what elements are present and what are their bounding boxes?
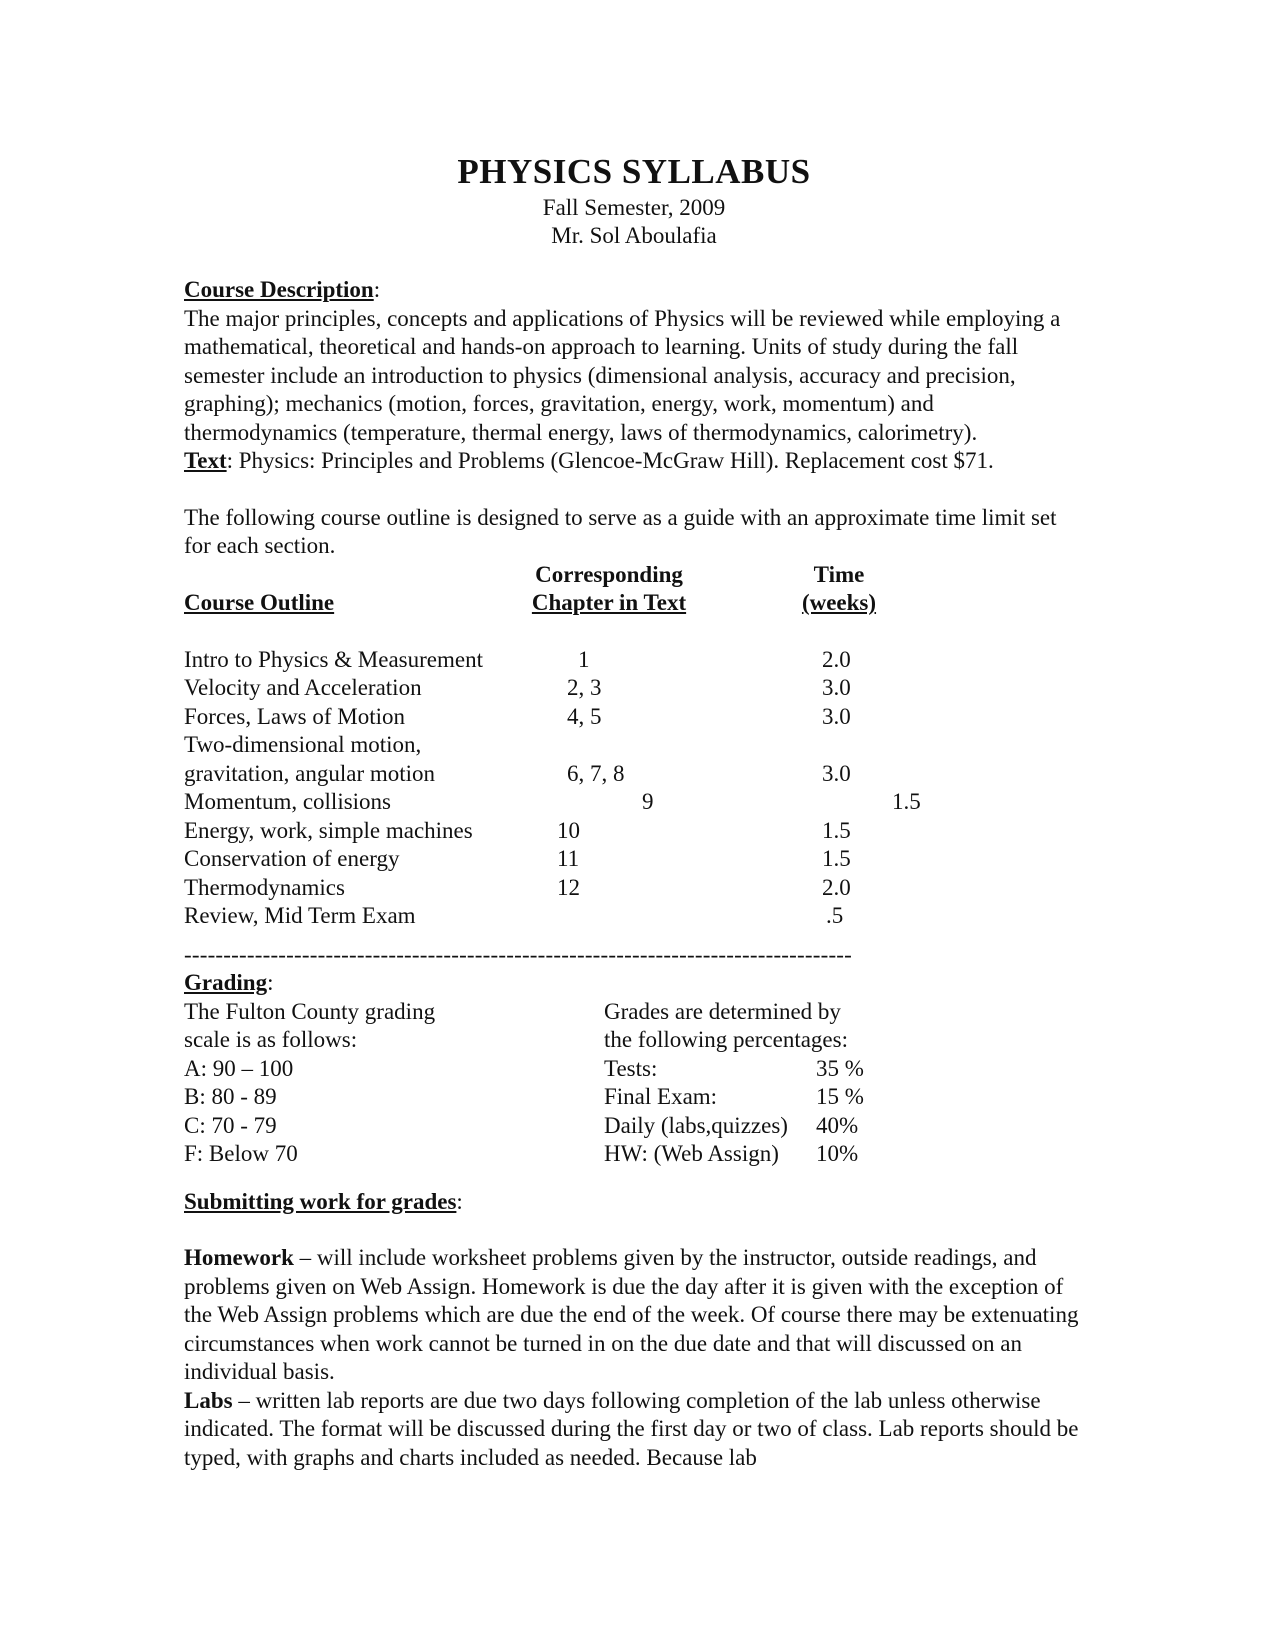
labs-paragraph bbox=[184, 1387, 1084, 1473]
outline-topic: Two-dimensional motion, bbox=[184, 732, 422, 757]
grading-scale-line: scale is as follows: bbox=[184, 1027, 358, 1052]
course-description-body: The major principles, concepts and applications of Physics will be reviewed while employing a mathematical, theoretical and hands-on approach to learning. Units of study during the fall semester include an introduction to physics (dimensional analysis, accuracy and precision, graphing); mechanics (motion, forces, gravitation, energy, work, momentum) and thermodynamics (temperature, thermal energy, laws of thermodynamics, calorimetry). bbox=[184, 305, 1061, 445]
outline-time: 1.5 bbox=[822, 846, 851, 871]
outline-topic: Forces, Laws of Motion bbox=[184, 703, 406, 729]
grading-scale-line: F: Below 70 bbox=[184, 1141, 298, 1166]
submitting-colon: : bbox=[456, 1188, 463, 1214]
outline-topic: Energy, work, simple machines bbox=[184, 817, 473, 843]
outline-chapter: 1 bbox=[578, 646, 590, 672]
outline-row bbox=[184, 674, 1084, 703]
course-description-heading: Course Description bbox=[184, 277, 374, 302]
submitting-heading: Submitting work for grades bbox=[184, 1188, 457, 1214]
text-value: : Physics: Principles and Problems (Glencoe-McGraw Hill). Replacement cost $71. bbox=[226, 448, 994, 473]
course-outline-table bbox=[184, 561, 1084, 941]
homework-label: Homework bbox=[184, 1245, 294, 1270]
outline-row bbox=[184, 646, 1084, 675]
course-outline-heading: Course Outline bbox=[184, 590, 335, 615]
outline-time: 3.0 bbox=[822, 675, 851, 700]
outline-chapter: 9 bbox=[642, 789, 654, 814]
outline-time: 1.5 bbox=[822, 817, 851, 843]
weight-row bbox=[604, 1055, 904, 1084]
chapter-col-header-line2: Chapter in Text bbox=[531, 590, 687, 615]
syllabus-page bbox=[184, 150, 1084, 1472]
outline-topic: Thermodynamics bbox=[184, 874, 345, 900]
weight-label: HW: (Web Assign) bbox=[604, 1141, 779, 1166]
outline-time: 3.0 bbox=[822, 760, 851, 786]
outline-row bbox=[184, 731, 1084, 760]
grading-scale-line: The Fulton County grading bbox=[184, 998, 436, 1024]
outline-time: 2.0 bbox=[822, 646, 851, 672]
outline-time: 3.0 bbox=[822, 703, 851, 729]
weight-pct: 40% bbox=[816, 1112, 859, 1138]
grading-weights-intro: the following percentages: bbox=[604, 1027, 848, 1052]
outline-chapter: 12 bbox=[557, 874, 580, 900]
weight-row bbox=[604, 1112, 904, 1141]
outline-row bbox=[184, 902, 1084, 931]
outline-topic: gravitation, angular motion bbox=[184, 760, 436, 786]
outline-chapter: 4, 5 bbox=[567, 703, 602, 729]
grading-scale-line: A: 90 – 100 bbox=[184, 1055, 294, 1081]
weight-pct: 10% bbox=[816, 1141, 859, 1166]
weight-pct: 15 % bbox=[816, 1084, 864, 1109]
grading-scale-line: B: 80 - 89 bbox=[184, 1084, 277, 1109]
course-description-section bbox=[184, 276, 1084, 476]
outline-topic: Momentum, collisions bbox=[184, 789, 391, 814]
grading-scale-line: C: 70 - 79 bbox=[184, 1112, 277, 1138]
submitting-section bbox=[184, 1188, 1084, 1473]
outline-chapter: 2, 3 bbox=[567, 675, 602, 700]
chapter-col-header-line1: Corresponding bbox=[535, 561, 683, 587]
weight-label: Daily (labs,quizzes) bbox=[604, 1112, 788, 1138]
instructor-line: Mr. Sol Aboulafia bbox=[551, 223, 717, 248]
grading-scale bbox=[184, 998, 435, 1169]
outline-row bbox=[184, 874, 1084, 903]
grading-weights-intro: Grades are determined by bbox=[604, 998, 841, 1024]
outline-topic: Intro to Physics & Measurement bbox=[184, 646, 483, 672]
labs-text: – written lab reports are due two days following completion of the lab unless otherwise indicated. The format will be discussed during the first day or two of class. Lab reports should be typed, with graphs and charts included as needed. Because lab bbox=[184, 1387, 1079, 1470]
weight-label: Final Exam: bbox=[604, 1084, 718, 1109]
text-label: Text bbox=[184, 448, 227, 473]
outline-time: .5 bbox=[826, 903, 844, 928]
outline-time: 1.5 bbox=[892, 789, 921, 814]
outline-topic: Velocity and Acceleration bbox=[184, 675, 422, 700]
grading-columns bbox=[184, 998, 1084, 1188]
grading-heading: Grading bbox=[184, 970, 268, 995]
course-description-colon: : bbox=[373, 277, 381, 302]
homework-paragraph bbox=[184, 1244, 1084, 1387]
grading-section bbox=[184, 969, 1084, 1188]
time-col-header-line2: (weeks) bbox=[801, 590, 877, 615]
grading-weights bbox=[604, 998, 904, 1169]
semester-line: Fall Semester, 2009 bbox=[542, 195, 726, 220]
homework-text: – will include worksheet problems given by the instructor, outside readings, and problems given on Web Assign. Homework is due the day after it is given with the exception of the Web Assign problems which are due the end of the week. Of course there may be extenuating circumstances when work cannot be turned in on the due date and that will discussed on an individual basis. bbox=[184, 1245, 1079, 1384]
outline-topic: Conservation of energy bbox=[184, 846, 400, 871]
labs-label: Labs bbox=[184, 1387, 233, 1413]
outline-row bbox=[184, 703, 1084, 732]
outline-topic: Review, Mid Term Exam bbox=[184, 903, 416, 928]
outline-chapter: 10 bbox=[557, 817, 580, 843]
grading-colon: : bbox=[267, 970, 274, 995]
weight-pct: 35 % bbox=[816, 1055, 864, 1081]
outline-chapter: 6, 7, 8 bbox=[567, 760, 625, 786]
weight-row bbox=[604, 1083, 904, 1112]
page-title: PHYSICS SYLLABUS bbox=[457, 152, 811, 191]
outline-chapter: 11 bbox=[557, 846, 580, 871]
outline-row bbox=[184, 817, 1084, 846]
outline-row bbox=[184, 760, 1084, 789]
weight-row bbox=[604, 1140, 904, 1169]
outline-row bbox=[184, 788, 1084, 817]
outline-row bbox=[184, 845, 1084, 874]
time-col-header-line1: Time bbox=[813, 561, 865, 587]
outline-intro: The following course outline is designed to serve as a guide with an approximate time limit set for each section. bbox=[184, 504, 1057, 558]
outline-time: 2.0 bbox=[822, 874, 851, 900]
weight-label: Tests: bbox=[604, 1055, 658, 1081]
divider-line: ------------------------------------------------------------------------------------- bbox=[184, 941, 853, 967]
